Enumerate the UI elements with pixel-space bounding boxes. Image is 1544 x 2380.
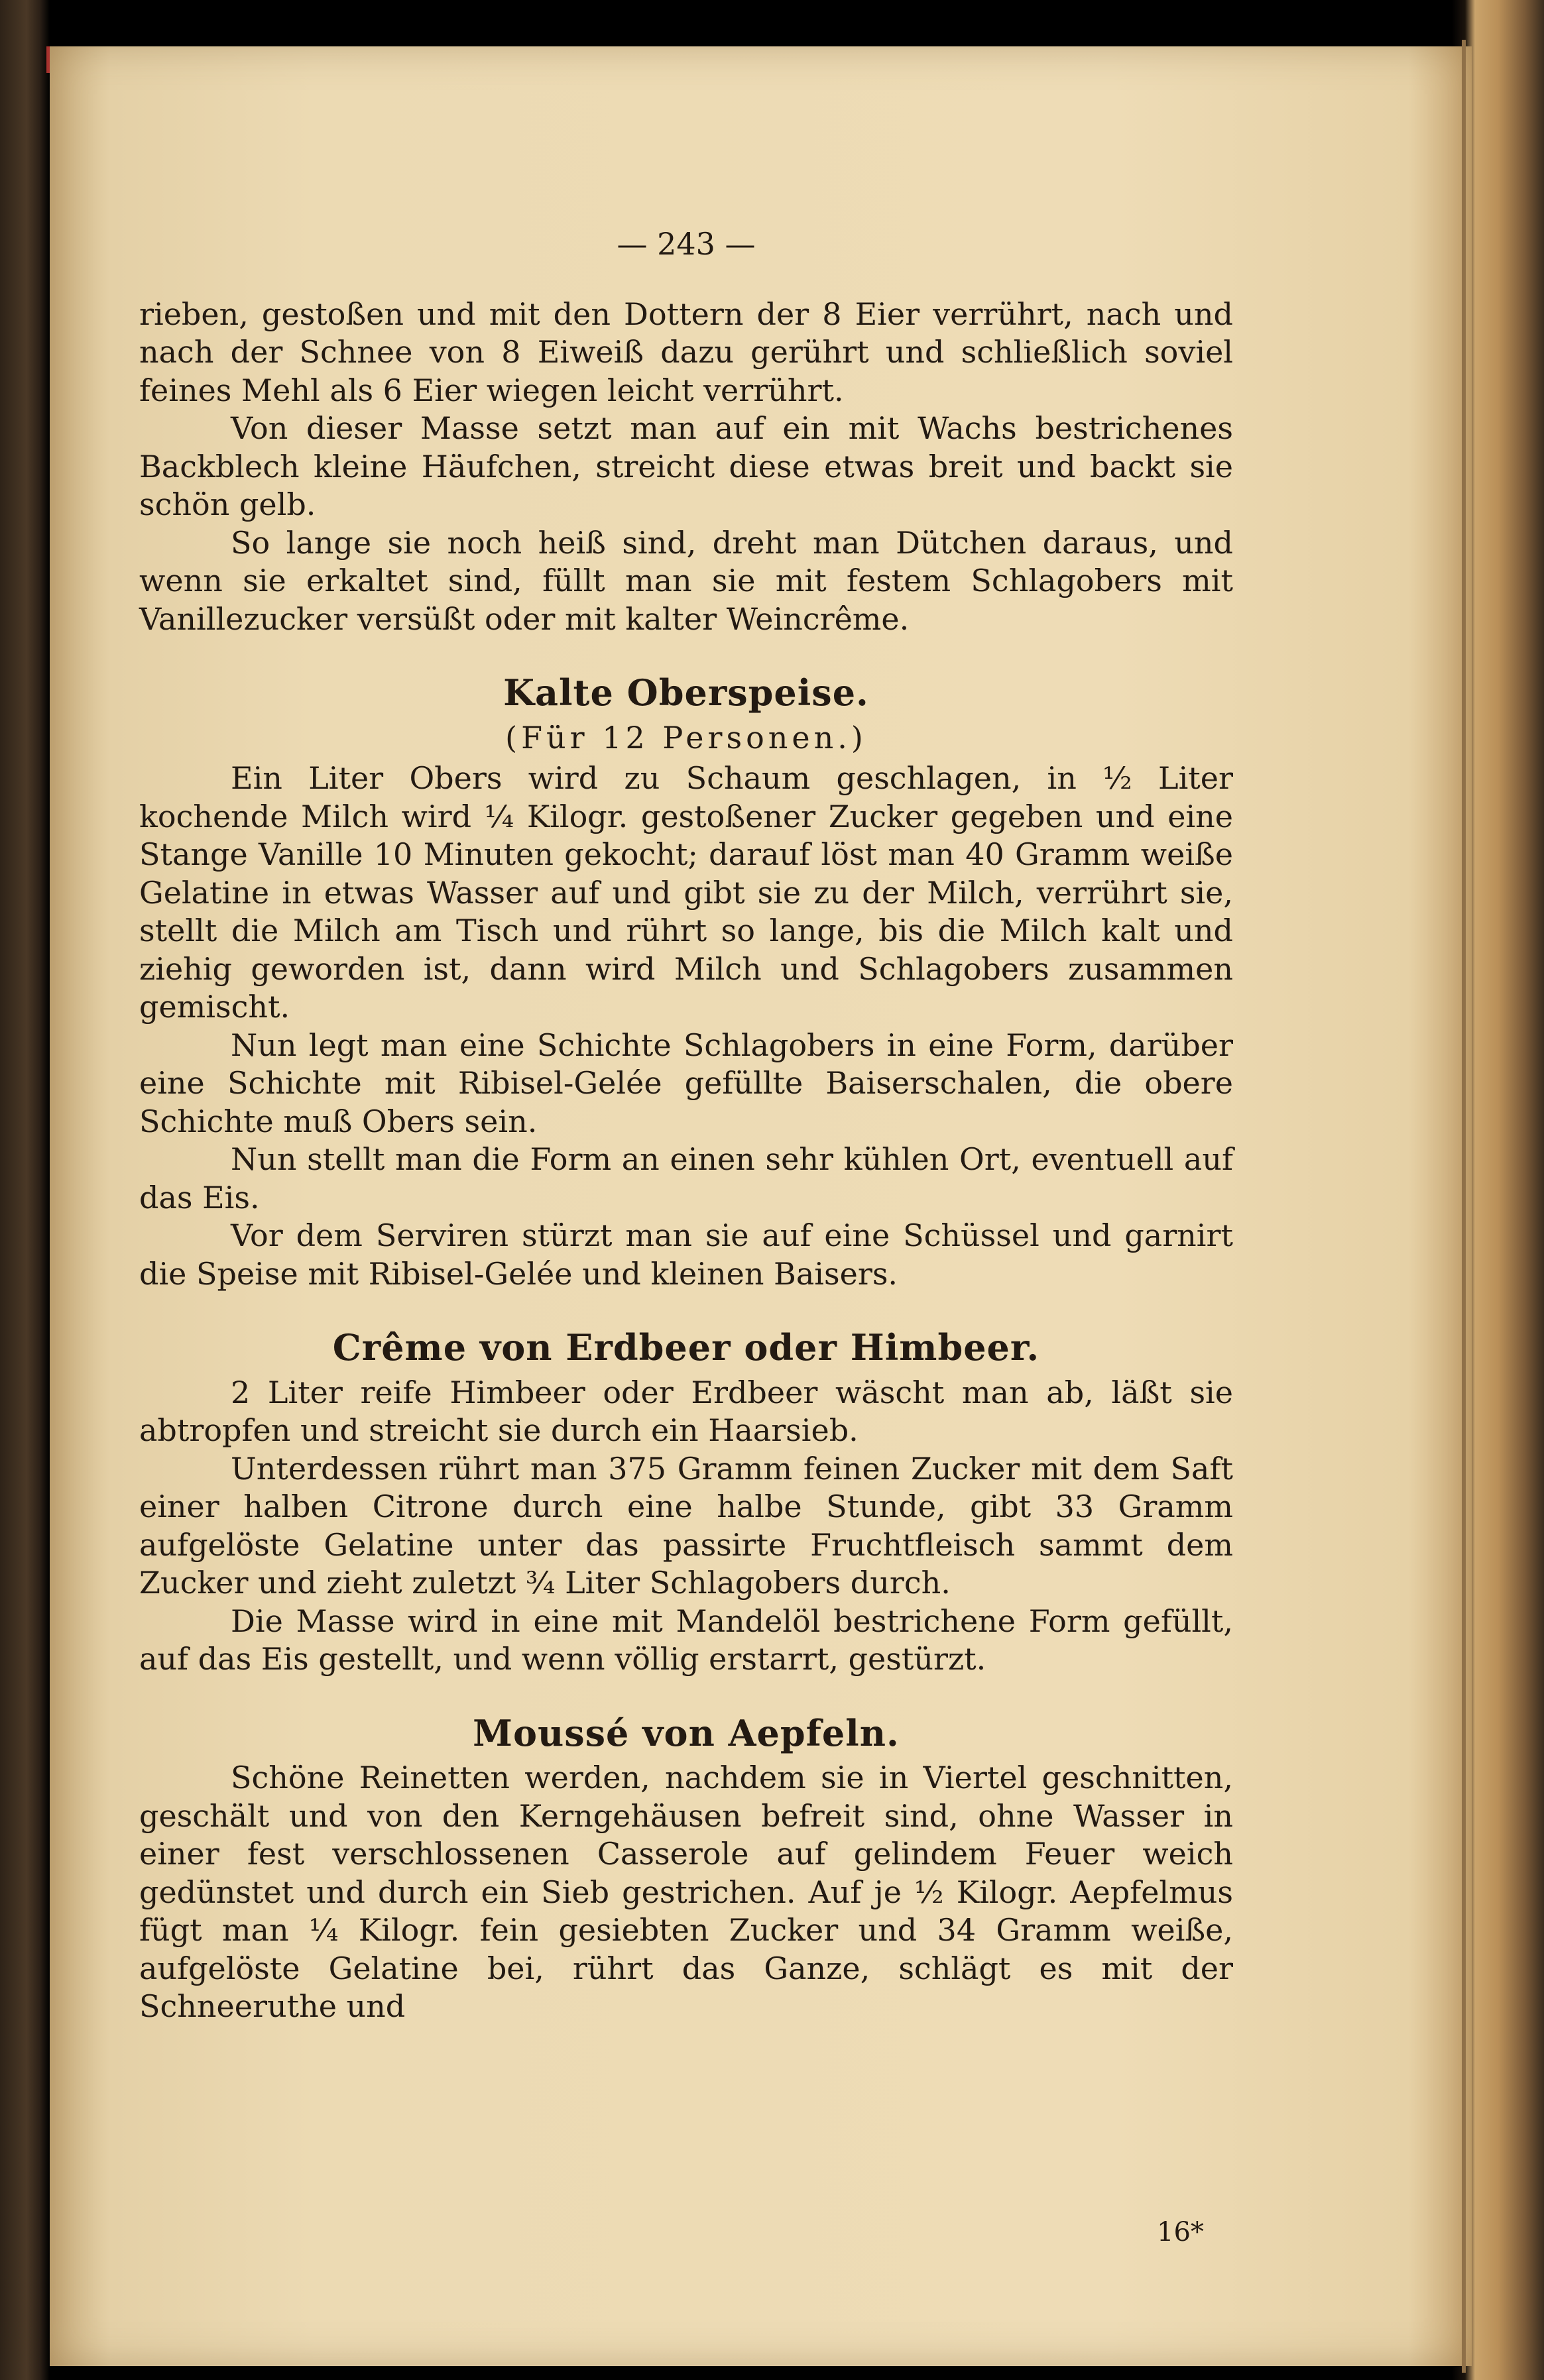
section-subtitle: (Für 12 Personen.) (505, 719, 867, 756)
page-number: — 243 — (617, 226, 756, 262)
section-heading-creme: Crême von Erdbeer oder Himbeer. (332, 1326, 1040, 1369)
section-paragraph: Vor dem Serviren stürzt man sie auf eine Schüssel und garnirt die Speise mit Ribisel-Gelée und kleinen Baisers. (139, 1218, 1233, 1292)
intro-paragraph: So lange sie noch heiß sind, dreht man Dütchen daraus, und wenn sie erkaltet sind, füllt man sie mit festem Schlagobers mit Vanillezucker versüßt oder mit kalter Weincrême. (139, 524, 1233, 637)
section-heading-kalte-oberspeise: Kalte Oberspeise. (503, 671, 869, 714)
section-paragraph: Nun legt man eine Schichte Schlagobers in eine Form, darüber eine Schichte mit Ribisel-Gelée gefüllte Baiserschalen, die obere Schichte muß Obers sein. (139, 1027, 1233, 1139)
section-paragraph: Unterdessen rührt man 375 Gramm feinen Zucker mit dem Saft einer halben Citrone durch eine halbe Stunde, gibt 33 Gramm aufgelöste Gelatine unter das passirte Fruchtfleisch sammt dem Zucker und zieht zuletzt ¾ Liter Schlagobers durch. (139, 1450, 1233, 1601)
intro-paragraph: Von dieser Masse setzt man auf ein mit Wachs bestrichenes Backblech kleine Häufchen, streicht diese etwas breit und backt sie schön gelb. (139, 410, 1233, 522)
intro-paragraph: rieben, gestoßen und mit den Dottern der 8 Eier verrührt, nach und nach der Schnee von 8 Eiweiß dazu gerührt und schließlich soviel feines Mehl als 6 Eier wiegen leicht verrührt. (139, 296, 1233, 408)
signature-mark: 16* (1157, 2217, 1204, 2247)
section-heading-mousse: Moussé von Aepfeln. (473, 1711, 900, 1754)
section-paragraph: Nun stellt man die Form an einen sehr kühlen Ort, eventuell auf das Eis. (139, 1141, 1233, 1216)
section-paragraph: 2 Liter reife Himbeer oder Erdbeer wäscht man ab, läßt sie abtropfen und streicht sie durch ein Haarsieb. (139, 1374, 1233, 1448)
section-paragraph: Die Masse wird in eine mit Mandelöl bestrichene Form gefüllt, auf das Eis gestellt, und wenn völlig erstarrt, gestürzt. (139, 1603, 1233, 1677)
page-text (139, 225, 1233, 2026)
section-paragraph: Ein Liter Obers wird zu Schaum geschlagen, in ½ Liter kochende Milch wird ¼ Kilogr. gestoßener Zucker gegeben und eine Stange Vanille 10 Minuten gekocht; darauf löst man 40 Gramm weiße Gelatine in etwas Wasser auf und gibt sie zu der Milch, verrührt sie, stellt die Milch am Tisch und rührt so lange, bis die Milch kalt und ziehig geworden ist, dann wird Milch und Schlagobers zusammen gemischt. (139, 760, 1233, 1025)
page-edge (1462, 40, 1466, 2373)
section-paragraph: Schöne Reinetten werden, nachdem sie in Viertel geschnitten, geschält und von den Kerngehäusen befreit sind, ohne Wasser in einer fest verschlossenen Casserole auf gelindem Feuer weich gedünstet und durch ein Sieb gestrichen. Auf je ½ Kilogr. Aepfelmus fügt man ¼ Kilogr. fein gesiebten Zucker und 34 Gramm weiße, aufgelöste Gelatine bei, rührt das Ganze, schlägt es mit der Schneeruthe und (139, 1760, 1233, 2024)
